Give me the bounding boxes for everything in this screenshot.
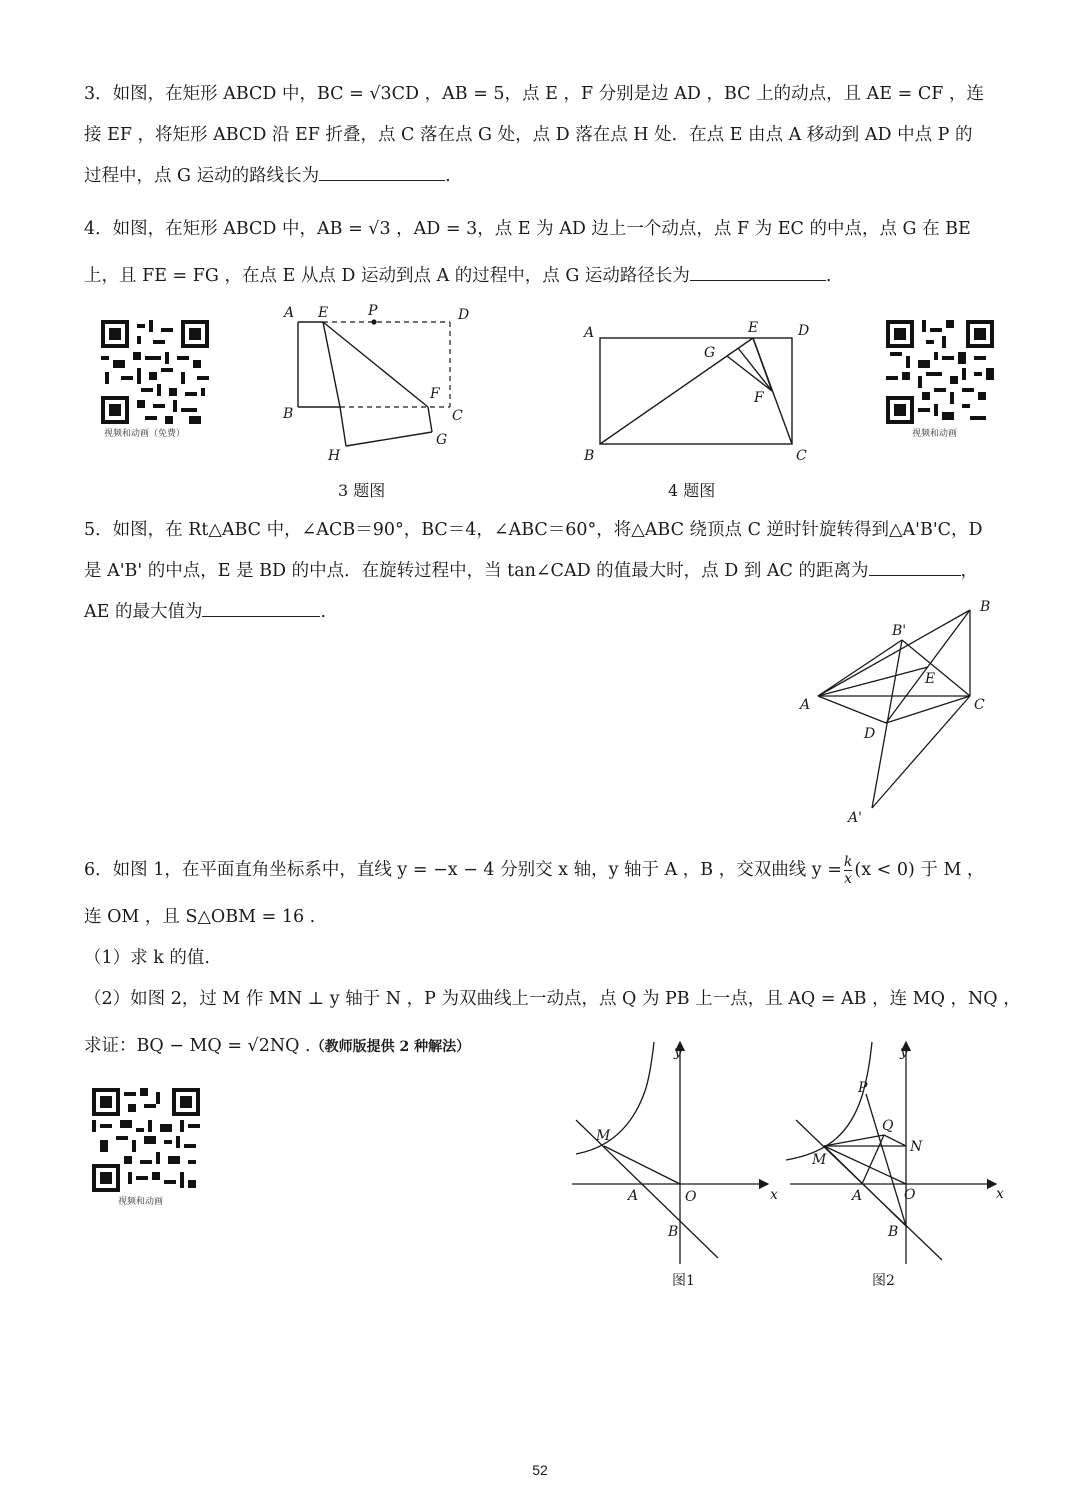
problem-3-line-1: 3．如图，在矩形 ABCD 中，BC = √3CD ，AB = 5，点 E ，F 分别是边 AD ，BC 上的动点，且 AE = CF ，连	[84, 84, 984, 104]
hyperbola-branch	[576, 1042, 654, 1154]
problem-5-line-1: 5．如图，在 Rt△ABC 中，∠ACB＝90°，BC＝4，∠ABC＝60°，将△ABC 绕顶点 C 逆时针旋转得到△A'B'C，D	[84, 520, 983, 540]
problem-6-part-2-line-2: 求证：BQ − MQ = √2NQ .（教师版提供 2 种解法）	[84, 1036, 471, 1056]
label-F: F	[430, 386, 440, 402]
label-B: B	[980, 599, 991, 615]
problem-3-line-2: 接 EF ，将矩形 ABCD 沿 EF 折叠，点 C 落在点 G 处，点 D 落在点 H 处．在点 E 由点 A 移动到 AD 中点 P 的	[84, 125, 973, 145]
problem-4-line-1: 4．如图，在矩形 ABCD 中，AB = √3 ，AD = 3，点 E 为 AD 边上一个动点，点 F 为 EC 的中点，点 G 在 BE	[84, 219, 971, 239]
segment-AE	[818, 667, 928, 696]
segment-aux	[738, 348, 772, 391]
label-D: D	[798, 323, 810, 339]
problem-6-line-1: 6．如图 1，在平面直角坐标系中，直线 y = −x − 4 分别交 x 轴，y 轴于 A ，B ，交双曲线 y = $\frac{k}{x}$ (x < 0) 于 M ，	[84, 854, 985, 887]
label-x: x	[770, 1187, 778, 1203]
label-B: B	[283, 406, 294, 422]
figure-6-2	[782, 1038, 1010, 1274]
qr-code-2	[886, 320, 994, 424]
figure-3-caption: 3 题图	[338, 481, 386, 500]
label-O: O	[904, 1187, 916, 1203]
label-E: E	[925, 671, 936, 687]
problem-6-part-2-line-1: （2）如图 2，过 M 作 MN ⊥ y 轴于 N ，P 为双曲线上一动点，点 Q 为 PB 上一点，且 AQ = AB ，连 MQ ，NQ ，	[84, 989, 1021, 1009]
label-y: y	[900, 1044, 908, 1060]
label-B: B	[668, 1224, 679, 1240]
problem-3-line-3: 过程中，点 G 运动的路线长为 .	[84, 156, 1014, 197]
answer-blank	[690, 260, 826, 281]
answer-blank	[202, 596, 320, 617]
label-M: M	[596, 1128, 611, 1144]
label-E: E	[748, 320, 759, 336]
edge-GF	[428, 407, 432, 432]
edge-to-H	[340, 407, 346, 446]
label-F: F	[754, 390, 764, 406]
figure-4	[578, 318, 818, 466]
label-P: P	[858, 1080, 868, 1096]
answer-blank	[869, 555, 961, 576]
page-number: 52	[532, 1462, 548, 1478]
label-Q: Q	[882, 1118, 894, 1134]
label-B: B	[888, 1224, 899, 1240]
problem-5-line-3: AE 的最大值为 .	[84, 592, 1014, 633]
edge-EF	[323, 322, 428, 407]
label-O: O	[685, 1189, 697, 1205]
segment-BE	[600, 338, 753, 444]
fraction-k-over-x: $\frac{k}{x}$	[843, 854, 853, 887]
qr-caption-3: 视频和动画	[118, 1197, 164, 1207]
label-G: G	[704, 345, 716, 361]
label-A: A	[584, 325, 595, 341]
label-A: A	[852, 1188, 863, 1204]
label-M: M	[812, 1152, 827, 1168]
label-B-prime: B'	[892, 623, 907, 639]
edge-B'A'	[872, 640, 902, 808]
figure-4-caption: 4 题图	[668, 481, 716, 500]
figure-6-1-caption: 图1	[672, 1273, 695, 1289]
figure-6-2-caption: 图2	[872, 1273, 895, 1289]
problem-6-part-1: （1）求 k 的值.	[84, 948, 210, 968]
segment-QN	[884, 1135, 906, 1146]
label-y: y	[674, 1044, 682, 1060]
segment-AQ	[862, 1135, 884, 1184]
label-D: D	[864, 726, 876, 742]
figure-6-1	[568, 1038, 788, 1274]
label-G: G	[436, 432, 448, 448]
qr-code-1	[101, 320, 209, 424]
label-C: C	[452, 408, 463, 424]
problem-4-line-2: 上，且 FE = FG ，在点 E 从点 D 运动到点 A 的过程中，点 G 运动路径长为 .	[84, 256, 1014, 297]
qr-code-3	[92, 1088, 200, 1192]
problem-3	[84, 74, 1014, 197]
label-A: A	[628, 1188, 639, 1204]
figure-3	[278, 300, 488, 470]
segment-AB'	[818, 640, 902, 696]
qr-caption-1: 视频和动画（免费）	[104, 429, 186, 439]
label-C: C	[796, 448, 807, 464]
problem-6-line-2: 连 OM ，且 S△OBM = 16 .	[84, 907, 316, 927]
label-E: E	[318, 305, 329, 321]
qr-caption-2: 视频和动画	[912, 429, 958, 439]
label-x: x	[996, 1186, 1004, 1202]
answer-blank	[319, 160, 445, 181]
label-P: P	[368, 303, 378, 319]
problem-6	[84, 850, 1021, 1068]
label-C: C	[974, 697, 985, 713]
edge-HG	[346, 432, 432, 446]
label-A: A	[284, 305, 295, 321]
problem-4	[84, 209, 1014, 297]
label-N: N	[910, 1139, 923, 1155]
label-B: B	[584, 448, 595, 464]
label-A: A	[800, 697, 811, 713]
label-D: D	[458, 307, 470, 323]
point-P	[371, 319, 376, 324]
segment-MO	[604, 1146, 680, 1184]
label-H: H	[328, 448, 341, 464]
label-A-prime: A'	[848, 810, 862, 826]
edge-A'C	[872, 696, 970, 808]
figure-5	[796, 596, 1002, 828]
edge-fold-E	[323, 322, 340, 407]
problem-5-line-2: 是 A'B' 的中点，E 是 BD 的中点．在旋转过程中，当 tan∠CAD 的值最大时，点 D 到 AC 的距离为 ，	[84, 551, 1014, 592]
segment-AD	[818, 696, 886, 723]
hyperbola-branch	[786, 1042, 872, 1160]
